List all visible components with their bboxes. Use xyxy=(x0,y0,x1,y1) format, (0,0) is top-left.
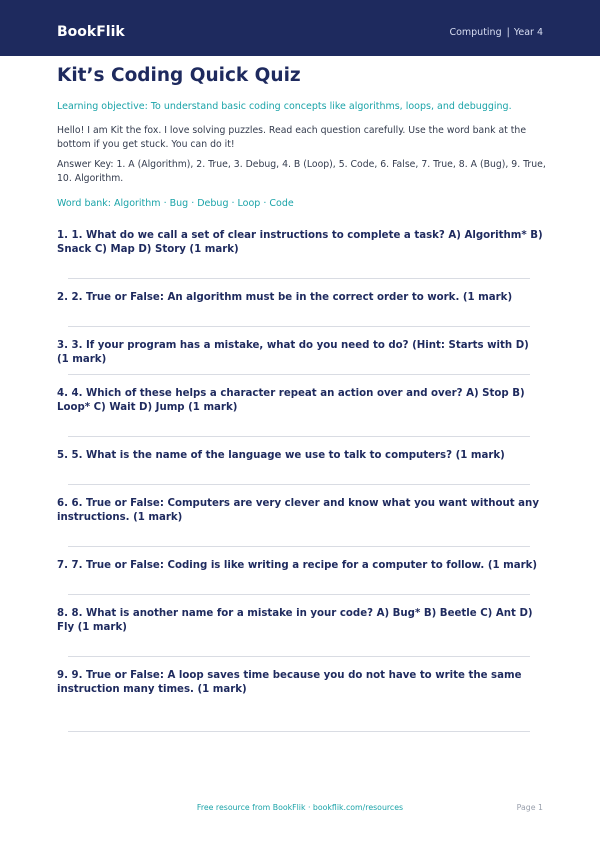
answer-line[interactable] xyxy=(68,484,530,485)
brand-logo-text[interactable]: BookFlik xyxy=(57,24,125,40)
answer-line[interactable] xyxy=(68,546,530,547)
question-7: 7. 7. True or False: Coding is like writing a recipe for a computer to follow. (1 mark) xyxy=(57,560,538,571)
question-3: 3. 3. If your program has a mistake, what do you need to do? (Hint: Starts with D) (1 mark) xyxy=(57,340,529,365)
question-1: 1. 1. What do we call a set of clear instructions to complete a task? A) Algorithm* B) Snack C) Map D) Story (1 mark) xyxy=(57,230,543,255)
question-8: 8. 8. What is another name for a mistake in your code? A) Bug* B) Beetle C) Ant D) Fly (1 mark) xyxy=(57,608,533,633)
learning-objective: Learning objective: To understand basic coding concepts like algorithms, loops, and debugging. xyxy=(57,101,512,112)
answer-line[interactable] xyxy=(68,594,530,595)
header-bar xyxy=(0,0,600,56)
meta-separator: | xyxy=(506,27,510,38)
question-5: 5. 5. What is the name of the language we use to talk to computers? (1 mark) xyxy=(57,450,505,461)
answer-line[interactable] xyxy=(68,656,530,657)
question-6: 6. 6. True or False: Computers are very clever and know what you want without any instructions. (1 mark) xyxy=(57,498,539,523)
word-bank: Word bank: Algorithm · Bug · Debug · Loop · Code xyxy=(57,198,294,209)
year-label: Year 4 xyxy=(513,27,543,38)
question-9: 9. 9. True or False: A loop saves time because you do not have to write the same instruction many times. (1 mark) xyxy=(57,670,522,695)
answer-line[interactable] xyxy=(68,278,530,279)
answer-line[interactable] xyxy=(68,731,530,732)
question-2: 2. 2. True or False: An algorithm must be in the correct order to work. (1 mark) xyxy=(57,292,513,303)
subject-label: Computing xyxy=(449,27,502,38)
footer-resource-link[interactable]: Free resource from BookFlik · bookflik.com/resources xyxy=(196,803,404,812)
intro-text: Hello! I am Kit the fox. I love solving puzzles. Read each question carefully. Use the word bank at the bottom if you get stuck. You can do it! xyxy=(57,125,527,150)
page-number: Page 1 xyxy=(516,803,543,812)
answer-line[interactable] xyxy=(68,326,530,327)
answer-line[interactable] xyxy=(68,436,530,437)
answer-line[interactable] xyxy=(68,374,530,375)
question-4: 4. 4. Which of these helps a character repeat an action over and over? A) Stop B) Loop* C) Wait D) Jump (1 mark) xyxy=(57,388,525,413)
page-title: Kit’s Coding Quick Quiz xyxy=(57,65,301,86)
header-meta xyxy=(449,26,543,40)
answer-key: Answer Key: 1. A (Algorithm), 2. True, 3. Debug, 4. B (Loop), 5. Code, 6. False, 7. True, 8. A (Bug), 9. True, 10. Algorithm. xyxy=(57,159,546,184)
